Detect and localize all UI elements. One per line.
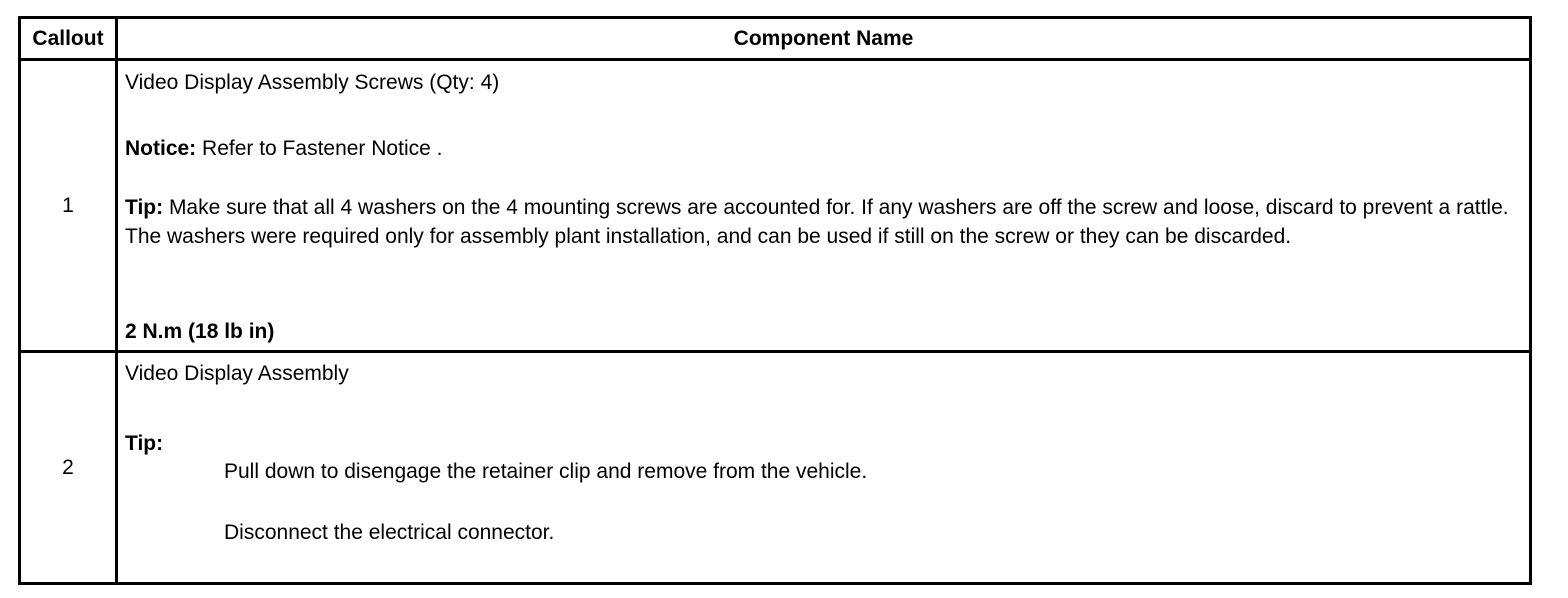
- component-title: Video Display Assembly: [125, 362, 349, 385]
- notice-label: Notice:: [125, 137, 197, 160]
- component-cell: [118, 353, 1529, 582]
- tip-step: Disconnect the electrical connector.: [224, 521, 555, 544]
- torque-spec: 2 N.m (18 lb in): [125, 320, 275, 343]
- notice-line: [125, 134, 1521, 163]
- callout-cell: [21, 61, 118, 350]
- notice-text: Refer to Fastener Notice .: [196, 137, 443, 160]
- tip-step: Pull down to disengage the retainer clip and remove from the vehicle.: [224, 460, 868, 483]
- table-row: [21, 61, 1529, 353]
- component-table: [18, 16, 1532, 585]
- callout-cell: [21, 353, 118, 582]
- callout-number: 1: [62, 193, 74, 217]
- tip-label: Tip:: [125, 432, 164, 455]
- table-header-row: [21, 19, 1529, 61]
- component-title: Video Display Assembly Screws (Qty: 4): [125, 71, 500, 94]
- header-callout: Callout: [21, 19, 118, 58]
- table-row: [21, 353, 1529, 582]
- tip-label: Tip:: [125, 196, 164, 219]
- component-cell: [118, 61, 1529, 350]
- header-component-name: Component Name: [733, 27, 914, 50]
- tip-text: Make sure that all 4 washers on the 4 mounting screws are accounted for. If any washers are off the screw and loose, discard to prevent a rattle. The washers were required only for assembly plant installation, and can be used if still on the screw or they can be discarded.: [125, 196, 1509, 248]
- tip-paragraph: [125, 193, 1521, 251]
- callout-number: 2: [62, 455, 74, 479]
